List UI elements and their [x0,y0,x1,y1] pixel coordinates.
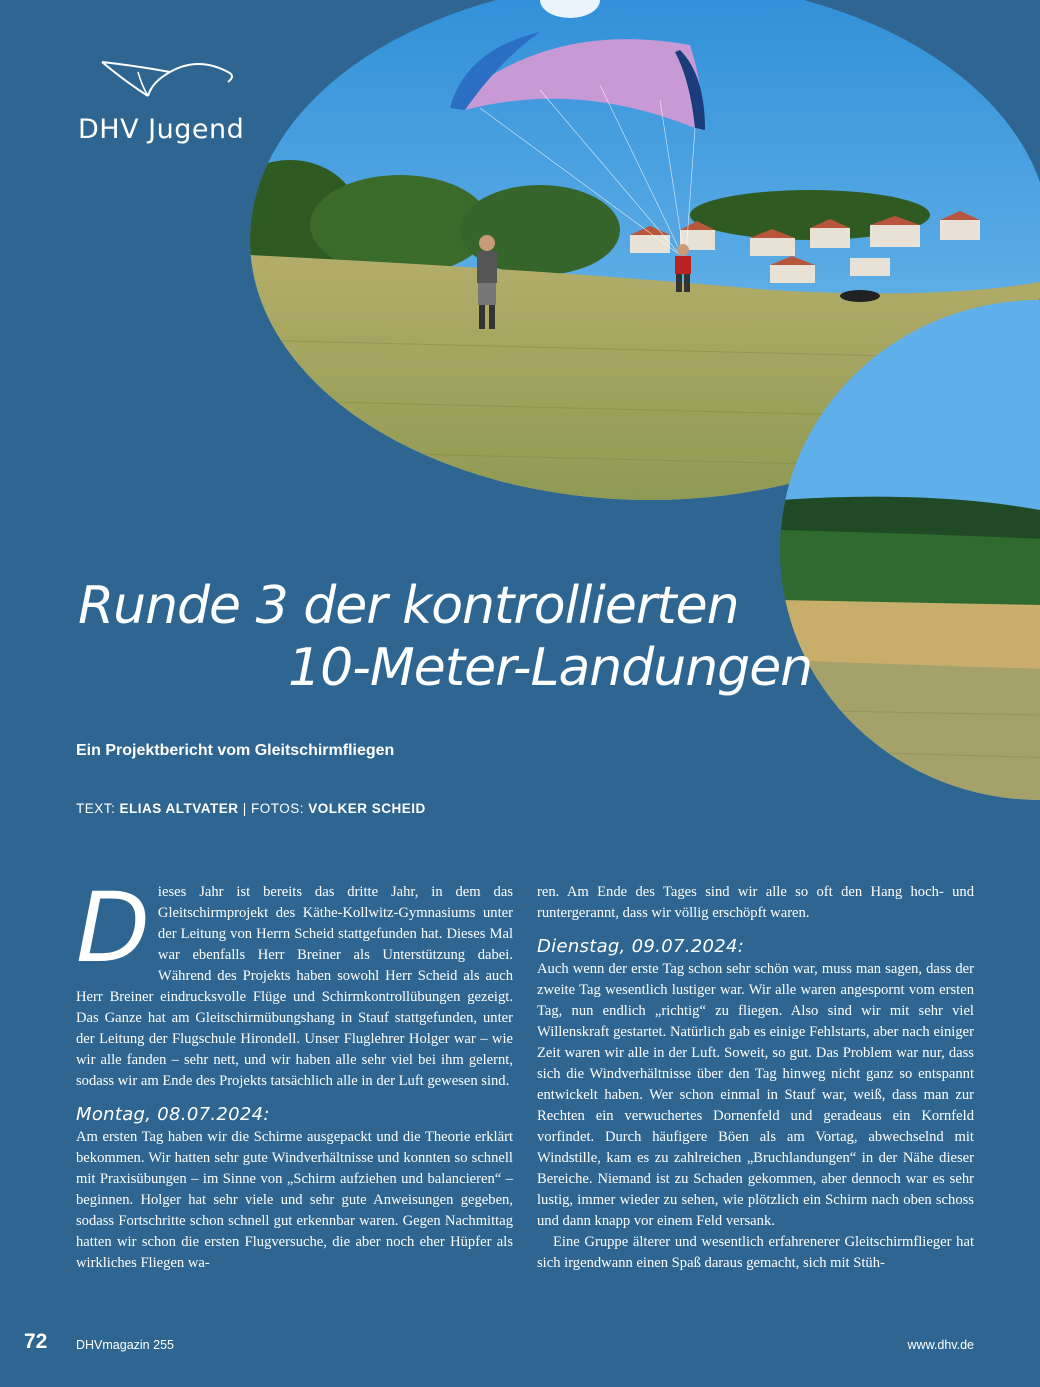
article-subtitle: Ein Projektbericht vom Gleitschirmfliegen [76,742,395,759]
article-column-right [537,882,974,1274]
credits-text-label: TEXT: [76,801,120,816]
page-number: 72 [24,1330,48,1353]
credits-author: ELIAS ALTVATER [119,801,239,816]
tuesday-heading: Dienstag, 09.07.2024: [537,936,745,957]
article-credits [76,801,426,816]
monday-heading: Montag, 08.07.2024: [76,1104,270,1125]
article-title [78,575,812,699]
magazine-name: DHVmagazin 255 [76,1338,174,1352]
monday-paragraph: Am ersten Tag haben wir die Schirme ausgepackt und die Theorie erklärt bekommen. Wir hatten sehr gute Windverhältnisse und konnten so schnell mit Praxisübungen – im Sinne von „Schirm aufziehen und balancieren“ – beginnen. Holger hat sehr viele und sehr gute Anweisungen gegeben, sodass Fortschritte schon schnell gut erkennbar waren. Gegen Nachmittag hatten wir schon die ersten Flugversuche, die aber noch eher Hüpfer als wirkliches Fliegen wa- [76,1129,513,1271]
column2-continuation: ren. Am Ende des Tages sind wir alle so oft den Hang hoch- und runtergerannt, dass wir völlig erschöpft waren. [537,884,974,921]
tuesday-paragraph: Auch wenn der erste Tag schon sehr schön war, muss man sagen, dass der zweite Tag wesentlich lustiger war. Wir alle waren angespornt vom ersten Tag, nun endlich „richtig“ zu fliegen. Also sind wir mit sehr viel Willenskraft gestartet. Natürlich gab es einige Fehlstarts, aber nach einiger Zeit waren wir alle in der Luft. Soweit, so gut. Das Problem war nur, dass sich die Windverhältnisse über den Tag hinweg nicht ganz so entspannt entwickelt haben. Wer schon einmal in Stauf war, weiß, dass man zur Rechten ein verwuchertes Dornenfeld und geradeaus ein Kornfeld vorfindet. Durch häufigere Böen als am Vortag, abwechselnd mit Windstille, kam es zu zahlreichen „Bruchlandungen“ in der Nähe dieser Bereiche. Niemand ist zu Schaden gekommen, aber dennoch war es sehr lustig, immer wieder zu sehen, wie plötzlich ein Schirm nach oben schoss und dann knapp vor einem Feld versank. [537,961,974,1229]
title-line-1: Runde 3 der kontrollierten [78,576,739,636]
glider-logo-icon [78,52,258,122]
title-line-2: 10-Meter-Landungen [288,638,813,698]
article-column-left [76,872,513,1274]
drop-cap: D [76,872,150,984]
credits-separator: | [238,801,252,816]
website-url: www.dhv.de [907,1338,974,1352]
intro-text: ieses Jahr ist bereits das dritte Jahr, in dem das Gleitschirmprojekt des Käthe-Kollwitz-Gymnasiums unter der Leitung von Herrn Scheid stattgefunden hat. Dieses Mal war ebenfalls Herr Breiner als Unterstützung dabei. Während des Projekts haben sowohl Herr Scheid als auch Herr Breiner eindrucksvolle Flüge und Schirmkontrollübungen gezeigt. Das Ganze hat am Gleitschirmübungshang in Stauf stattgefunden, unter der Leitung der Flugschule Hirondell. Unser Fluglehrer Holger war – wie wir alle fanden – sehr nett, und wir haben alle sehr viel bei ihm gelernt, sodass wir am Ende des Projekts tatsächlich alle in der Luft gewesen sind. [76,884,513,1089]
intro-paragraph [76,872,513,1092]
credits-photo-label: FOTOS: [251,801,309,816]
tuesday-paragraph-2: Eine Gruppe älterer und wesentlich erfahrenerer Gleitschirmflieger hat sich irgendwann einen Spaß daraus gemacht, sich mit Stüh- [537,1234,974,1271]
logo-text: DHV Jugend [78,114,245,145]
credits-photographer: VOLKER SCHEID [308,801,426,816]
